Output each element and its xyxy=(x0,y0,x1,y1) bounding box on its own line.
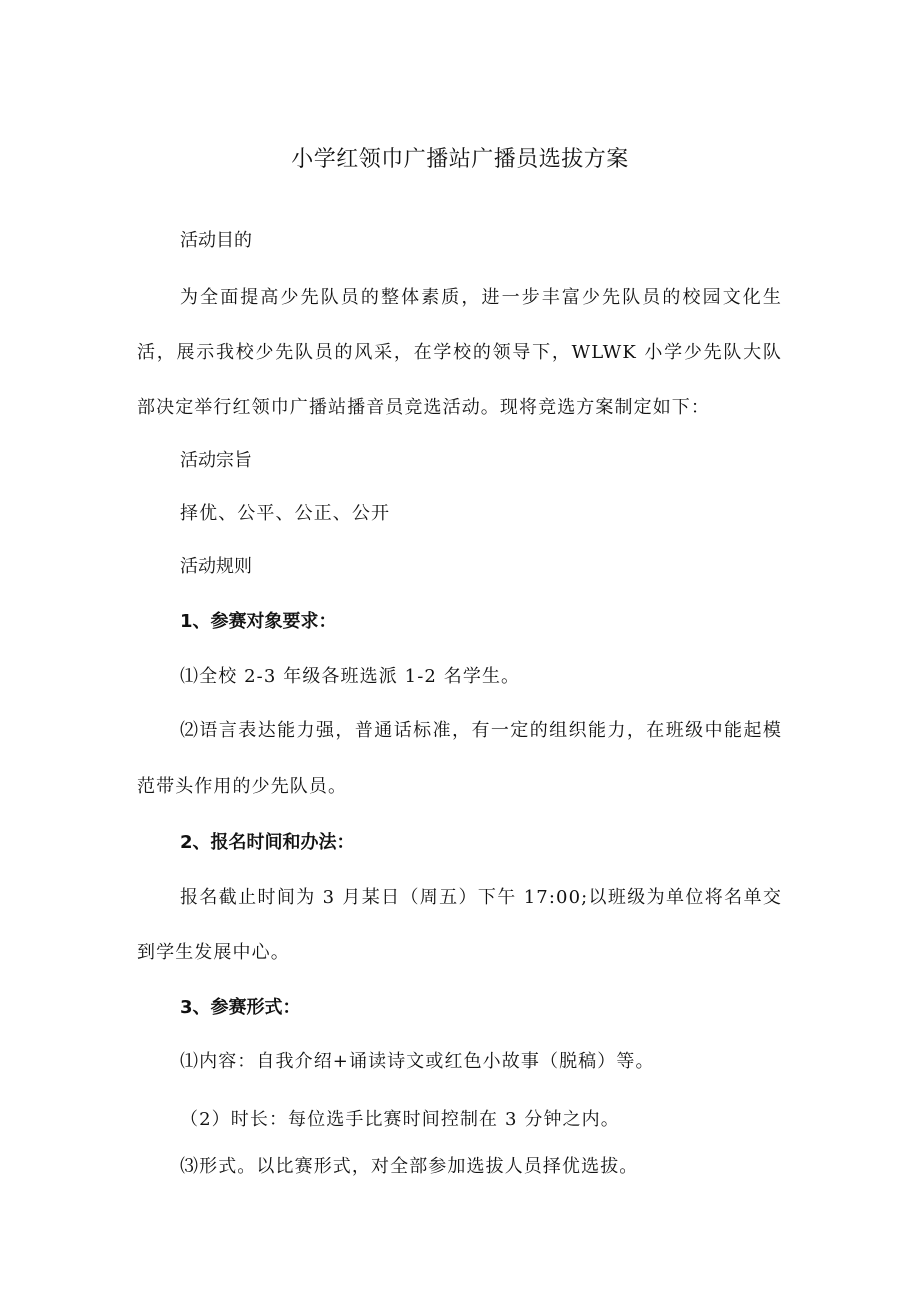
rules-item3-point3: ⑶形式。以比赛形式，对全部参加选拔人员择优选拔。 xyxy=(180,1156,639,1177)
purpose-line-2: 活，展示我校少先队员的风采，在学校的领导下，WLWK 小学少先队大队 xyxy=(137,342,782,363)
purpose-line-3: 部决定举行红领巾广播站播音员竞选活动。现将竞选方案制定如下： xyxy=(137,397,710,418)
rules-item2-line1: 报名截止时间为 3 月某日（周五）下午 17:00;以班级为单位将名单交 xyxy=(180,887,782,908)
rules-item3-point2: （2）时长：每位选手比赛时间控制在 3 分钟之内。 xyxy=(180,1109,620,1130)
rules-item3-point1: ⑴内容：自我介绍+诵读诗文或红色小故事（脱稿）等。 xyxy=(180,1051,655,1072)
document-title: 小学红领巾广播站广播员选拔方案 xyxy=(291,147,629,172)
heading-rules: 活动规则 xyxy=(180,556,252,577)
heading-purpose: 活动目的 xyxy=(180,230,252,251)
rules-item1-point2-line2: 范带头作用的少先队员。 xyxy=(137,776,348,797)
heading-aim: 活动宗旨 xyxy=(180,450,252,471)
rules-item3-heading: 3、参赛形式： xyxy=(180,997,301,1018)
purpose-line-1: 为全面提高少先队员的整体素质，进一步丰富少先队员的校园文化生 xyxy=(180,287,782,308)
rules-item2-heading: 2、报名时间和办法： xyxy=(180,832,355,853)
rules-item1-heading: 1、参赛对象要求： xyxy=(180,611,337,632)
rules-item2-line2: 到学生发展中心。 xyxy=(137,942,290,963)
aim-text: 择优、公平、公正、公开 xyxy=(180,503,391,524)
rules-item1-point1: ⑴全校 2-3 年级各班选派 1-2 名学生。 xyxy=(180,666,521,687)
rules-item1-point2-line1: ⑵语言表达能力强，普通话标准，有一定的组织能力，在班级中能起模 xyxy=(180,720,782,741)
